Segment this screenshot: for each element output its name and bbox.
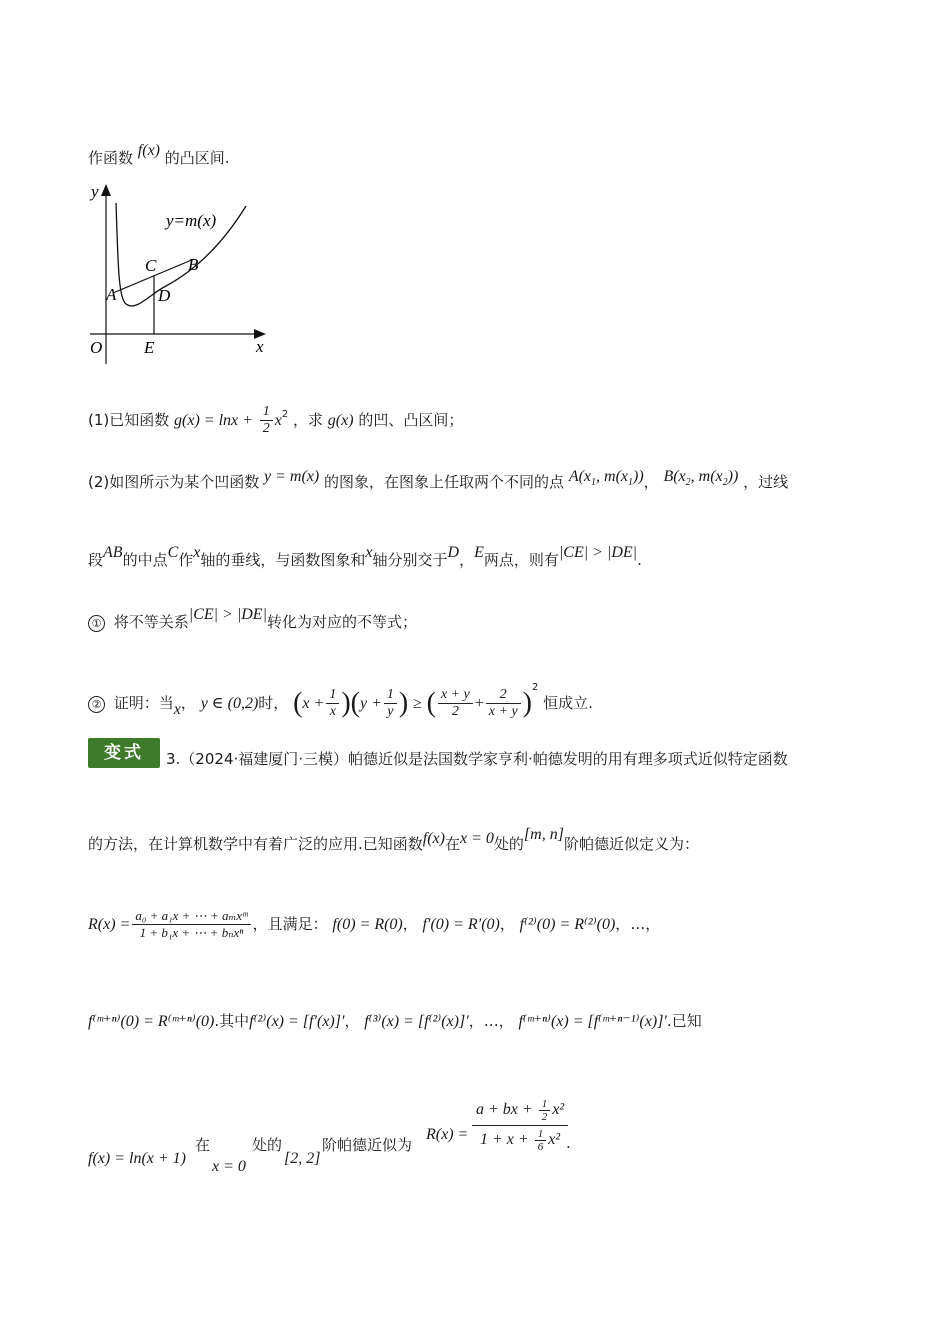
v-last-num: a + bx + [476, 1101, 533, 1119]
sub2-p1: x + [302, 695, 325, 712]
v-d2: f⁽³⁾(x) = [f⁽²⁾(x)]′ [364, 1013, 469, 1030]
v-last-num-tail: x² [552, 1101, 565, 1119]
v-cond: ，且满足： [252, 915, 328, 933]
q2-ineq: |CE| > |DE| [558, 544, 638, 561]
intro-tail: 的凸区间. [164, 149, 230, 167]
graph-point-c: C [145, 256, 157, 275]
sub1-tail: 转化为对应的不等式； [266, 613, 417, 631]
v-last-x0: x = 0 [212, 1158, 246, 1175]
q2-pb-sub2: 2 [722, 477, 728, 488]
q2-c: C [167, 544, 179, 561]
q2-pb-1: B(x [663, 468, 686, 485]
sub2-tail: 恒成立. [543, 694, 593, 712]
v-last-den: 1 + x + [480, 1131, 529, 1149]
variant-line3: R(x) = $\frac{\text{a₀ + a₁x + ⋯ + aₘxᵐ}}{\text{1 + b₁x + ⋯ + bₙxⁿ}}$ ，且满足： f(0) = R(0)， f′(0) = R′(0)， f⁽²⁾(0) = R⁽²⁾(0)，…， [88, 908, 661, 940]
sub1-number: ① [88, 615, 105, 632]
v-last-chu: 处的 [252, 1136, 283, 1154]
sub1-text: 将不等关系 [113, 613, 189, 631]
v-d1: f⁽²⁾(x) = [f′(x)]′ [249, 1013, 345, 1030]
sub2-plus: + [474, 695, 484, 712]
v-end: . [566, 1134, 571, 1152]
q2-pa-sub: 1 [591, 477, 597, 488]
v-last-fraction [472, 1098, 568, 1153]
q1-prefix: (1)已知函数 [88, 411, 170, 429]
v-mn: [m, n] [523, 826, 564, 843]
intro-text: 作函数 [88, 149, 134, 167]
q2-e: E [474, 544, 484, 561]
sub-question-2: ② 证明：当x， y ∈ (0,2)时， (x + $\frac{1}{x}$ )(y + $\frac{1}{y}$ ) ≥ ( $\frac{x + y}{2}$ + $\frac{2}{x + y}$ )$^2$ 恒成立. [88, 668, 593, 730]
sub2-when: 时， [258, 694, 289, 712]
sub2-text: 证明：当 [113, 694, 174, 712]
sub2-y: y ∈ (0,2) [200, 695, 259, 712]
concave-function-graph [82, 178, 282, 368]
graph-point-d: D [158, 286, 171, 305]
v-l4b: .其中 [214, 1012, 250, 1030]
sub2-ge: ≥ [413, 695, 422, 712]
variant-badge: 变式 [88, 738, 160, 768]
q2-pa-3: )) [633, 468, 644, 485]
q2-l2a: 段 [88, 551, 104, 569]
q2-d: D [447, 544, 460, 561]
v-last-num-fn: 1 [539, 1098, 551, 1111]
v-last-f: f(x) = ln(x + 1) [88, 1150, 186, 1167]
variant-line1: 3.（2024·福建厦门·三模）帕德近似是法国数学家亨利·帕德发明的用有理多项式近似特定函数 [166, 750, 788, 768]
q1-frac-den: 2 [262, 421, 270, 436]
q2-comma: ， [459, 551, 475, 569]
q1-x: x [274, 412, 282, 429]
graph-point-a: A [106, 285, 117, 304]
sub2-one-a: 1 [326, 687, 339, 704]
sub2-two-b: 2 [486, 687, 521, 704]
v-fx: f(x) [422, 830, 445, 847]
v-c2: f′(0) = R′(0) [422, 916, 500, 933]
v-l2c: 处的 [493, 835, 524, 853]
intro-line [88, 140, 230, 169]
q1-end: 的凹、凸区间； [358, 411, 464, 429]
q2-prefix: (2)如图所示为某个凹函数 [88, 473, 260, 491]
v-last-22: [2, 2] [284, 1150, 321, 1167]
question-2-line1: (2)如图所示为某个凹函数 y = m(x) 的图象，在图象上任取两个不同的点 $A(x_1$, $m(x_1)$)， $B(x_2$, $m(x_2)$) ，过线 [88, 468, 789, 491]
sub2-p2: y + [359, 695, 382, 712]
sub2-xy-a: x + y [438, 687, 473, 704]
v-last-r: R(x) = [426, 1126, 469, 1143]
q2-x1: x [193, 544, 201, 561]
sub2-yd: y [387, 704, 394, 719]
sub2-two-a: 2 [451, 704, 459, 719]
q2-pa-1: A(x [568, 468, 592, 485]
graph-x-label: x [256, 337, 264, 356]
sub1-ineq: |CE| > |DE| [188, 606, 267, 623]
variant-line2 [88, 824, 699, 855]
q2-l2d: 轴的垂线，与函数图象和 [200, 551, 366, 569]
v-known: .已知 [666, 1012, 702, 1030]
q2-pb-sub: 2 [685, 477, 691, 488]
q2-x2: x [365, 544, 373, 561]
v-dots: ，…， [615, 915, 661, 933]
v-last-den-fn: 1 [535, 1128, 547, 1141]
q2-point-b [663, 468, 739, 488]
question-2-line2 [88, 542, 642, 571]
sub2-xd: x [329, 704, 336, 719]
v-c3: f⁽²⁾(0) = R⁽²⁾(0) [519, 916, 616, 933]
graph-point-e: E [144, 338, 155, 357]
v-x0: x = 0 [460, 830, 494, 847]
v-l2a: 的方法，在计算机数学中有着广泛的应用.已知函数 [88, 835, 423, 853]
graph-y-label: y [91, 182, 99, 201]
sub2-number: ② [88, 696, 105, 713]
v-rlhs: R(x) = [88, 916, 131, 933]
q2-pb-3: )) [727, 468, 739, 485]
sub2-x: x [173, 701, 181, 718]
sub2-sq: 2 [532, 682, 539, 693]
v-last-text: 阶帕德近似为 [322, 1136, 413, 1154]
v-l2d: 阶帕德近似定义为： [563, 835, 699, 853]
q1-frac-num: 1 [260, 404, 273, 421]
q2-l2e: 轴分别交于 [372, 551, 448, 569]
v-last-num-fd: 2 [541, 1111, 548, 1123]
v-last-at: 在 [195, 1136, 211, 1154]
q2-l2c: 作 [178, 551, 194, 569]
q2-point-a [568, 468, 644, 488]
v-c1: f(0) = R(0) [332, 916, 403, 933]
q2-tail: ，过线 [743, 473, 789, 491]
q1-mid: ，求 [292, 411, 323, 429]
v-l2b: 在 [444, 835, 460, 853]
q1-func: g(x) = lnx + [174, 412, 253, 429]
q2-mid: 的图象，在图象上任取两个不同的点 [324, 473, 565, 491]
q1-func2: g(x) [327, 412, 354, 429]
q2-pb-2: , m(x [690, 468, 723, 485]
q2-func: y = m(x) [264, 468, 320, 485]
q2-l2b: 的中点 [122, 551, 168, 569]
graph-origin-label: O [90, 338, 103, 357]
question-1 [88, 404, 463, 437]
sub-question-1 [88, 604, 417, 633]
intro-func: f(x) [137, 142, 160, 159]
q2-dot: . [637, 551, 642, 569]
q1-sup: 2 [281, 409, 289, 420]
q2-ab: AB [103, 544, 123, 561]
v-rden: 1 + b₁x + ⋯ + bₙxⁿ [139, 925, 244, 940]
v-last-den-fd: 6 [537, 1141, 544, 1153]
q2-pa-sub2: 1 [628, 477, 634, 488]
v-last-den-tail: x² [548, 1131, 561, 1149]
v-l4a: f⁽ᵐ⁺ⁿ⁾(0) = R⁽ᵐ⁺ⁿ⁾(0) [88, 1013, 215, 1030]
graph-point-b: B [188, 255, 199, 274]
v-rnum: a₀ + a₁x + ⋯ + aₘxᵐ [132, 908, 250, 925]
graph-curve-label: y=m(x) [166, 211, 217, 230]
sub2-one-b: 1 [384, 687, 397, 704]
q2-pa-2: , m(x [596, 468, 629, 485]
v-d3: f⁽ᵐ⁺ⁿ⁾(x) = [f⁽ᵐ⁺ⁿ⁻¹⁾(x)]′ [518, 1013, 667, 1030]
variant-line4: f⁽ᵐ⁺ⁿ⁾(0) = R⁽ᵐ⁺ⁿ⁾(0).其中f⁽²⁾(x) = [f′(x)]′， f⁽³⁾(x) = [f⁽²⁾(x)]′，…， f⁽ᵐ⁺ⁿ⁾(x) = [f⁽ᵐ⁺ⁿ⁻¹⁾(x)]′.已知 [88, 1012, 702, 1030]
sub2-xy-b: x + y [488, 704, 518, 719]
q2-l2f: 两点，则有 [483, 551, 559, 569]
q1-fraction [260, 404, 273, 437]
